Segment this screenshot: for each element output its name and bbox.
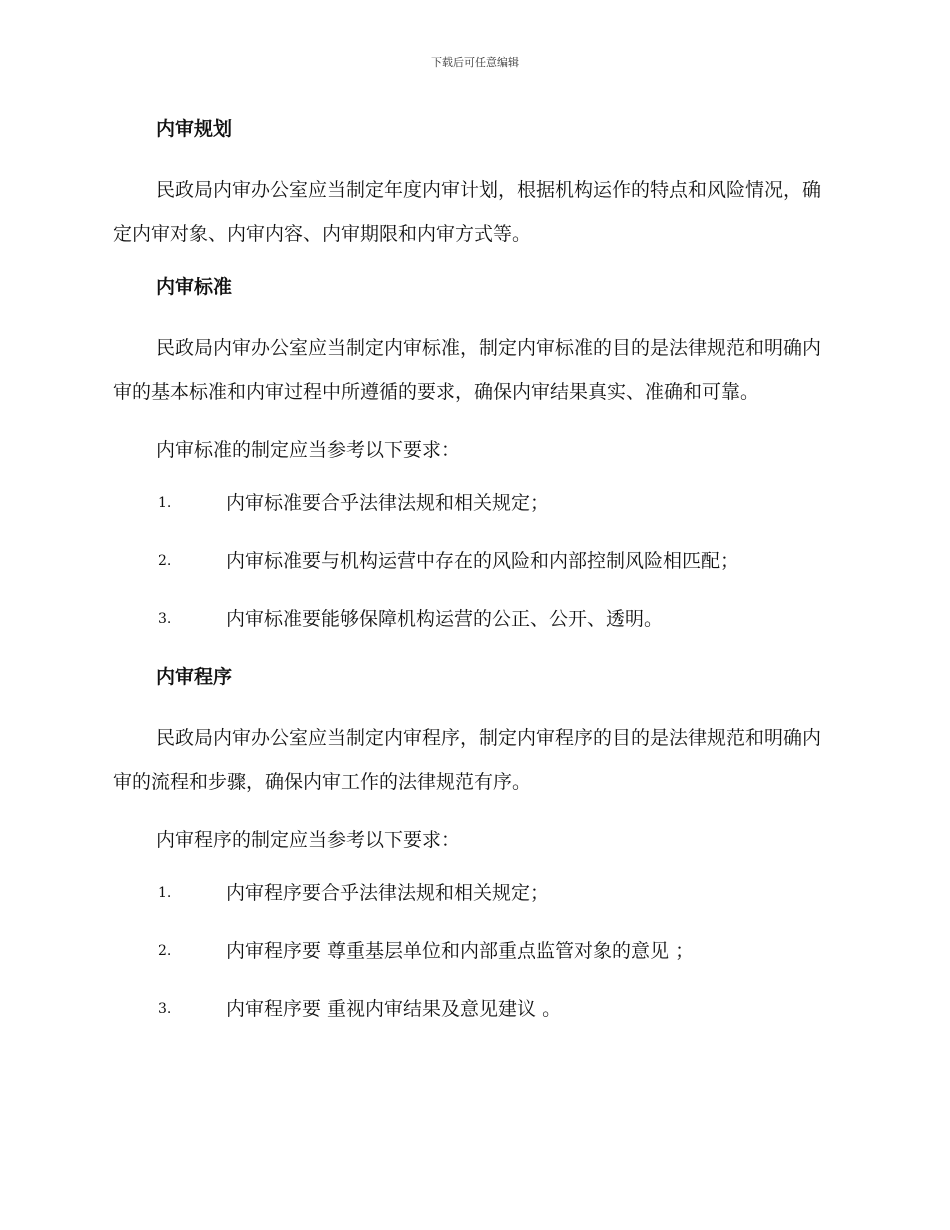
list-item xyxy=(113,876,835,910)
section-title-standards: 内审标准 xyxy=(156,276,233,298)
document-body xyxy=(113,112,835,1050)
list-number: 1. xyxy=(158,495,172,511)
list-item-text: 内审标准要合乎法律法规和相关规定； xyxy=(226,492,550,514)
list-item xyxy=(113,486,835,520)
list-item xyxy=(113,934,835,968)
list-item-text: 内审程序要 重视内审结果及意见建议 。 xyxy=(226,998,562,1020)
planning-paragraph: 民政局内审办公室应当制定年度内审计划，根据机构运作的特点和风险情况，确定内审对象、内审内容、内审期限和内审方式等。 xyxy=(113,179,822,245)
list-item xyxy=(113,602,835,636)
list-item xyxy=(113,992,835,1026)
list-item-text: 内审标准要能够保障机构运营的公正、公开、透明。 xyxy=(226,608,664,630)
list-item-text: 内审标准要与机构运营中存在的风险和内部控制风险相匹配； xyxy=(226,550,740,572)
list-number: 2. xyxy=(158,553,172,569)
procedures-intro: 内审程序的制定应当参考以下要求： xyxy=(156,829,461,851)
page-header: 下载后可任意编辑 xyxy=(431,56,519,69)
list-number: 3. xyxy=(158,611,172,627)
section-title-procedures: 内审程序 xyxy=(156,666,233,688)
standards-intro: 内审标准的制定应当参考以下要求： xyxy=(156,439,461,461)
list-number: 3. xyxy=(158,1001,172,1017)
list-number: 2. xyxy=(158,943,172,959)
standards-paragraph: 民政局内审办公室应当制定内审标准，制定内审标准的目的是法律规范和明确内审的基本标准和内审过程中所遵循的要求，确保内审结果真实、准确和可靠。 xyxy=(113,337,822,403)
list-item xyxy=(113,544,835,578)
procedures-paragraph: 民政局内审办公室应当制定内审程序，制定内审程序的目的是法律规范和明确内审的流程和步骤，确保内审工作的法律规范有序。 xyxy=(113,727,822,793)
list-item-text: 内审程序要合乎法律法规和相关规定； xyxy=(226,882,550,904)
list-number: 1. xyxy=(158,885,172,901)
section-title-planning: 内审规划 xyxy=(156,118,233,140)
list-item-text: 内审程序要 尊重基层单位和内部重点监管对象的意见 ； xyxy=(226,940,695,962)
